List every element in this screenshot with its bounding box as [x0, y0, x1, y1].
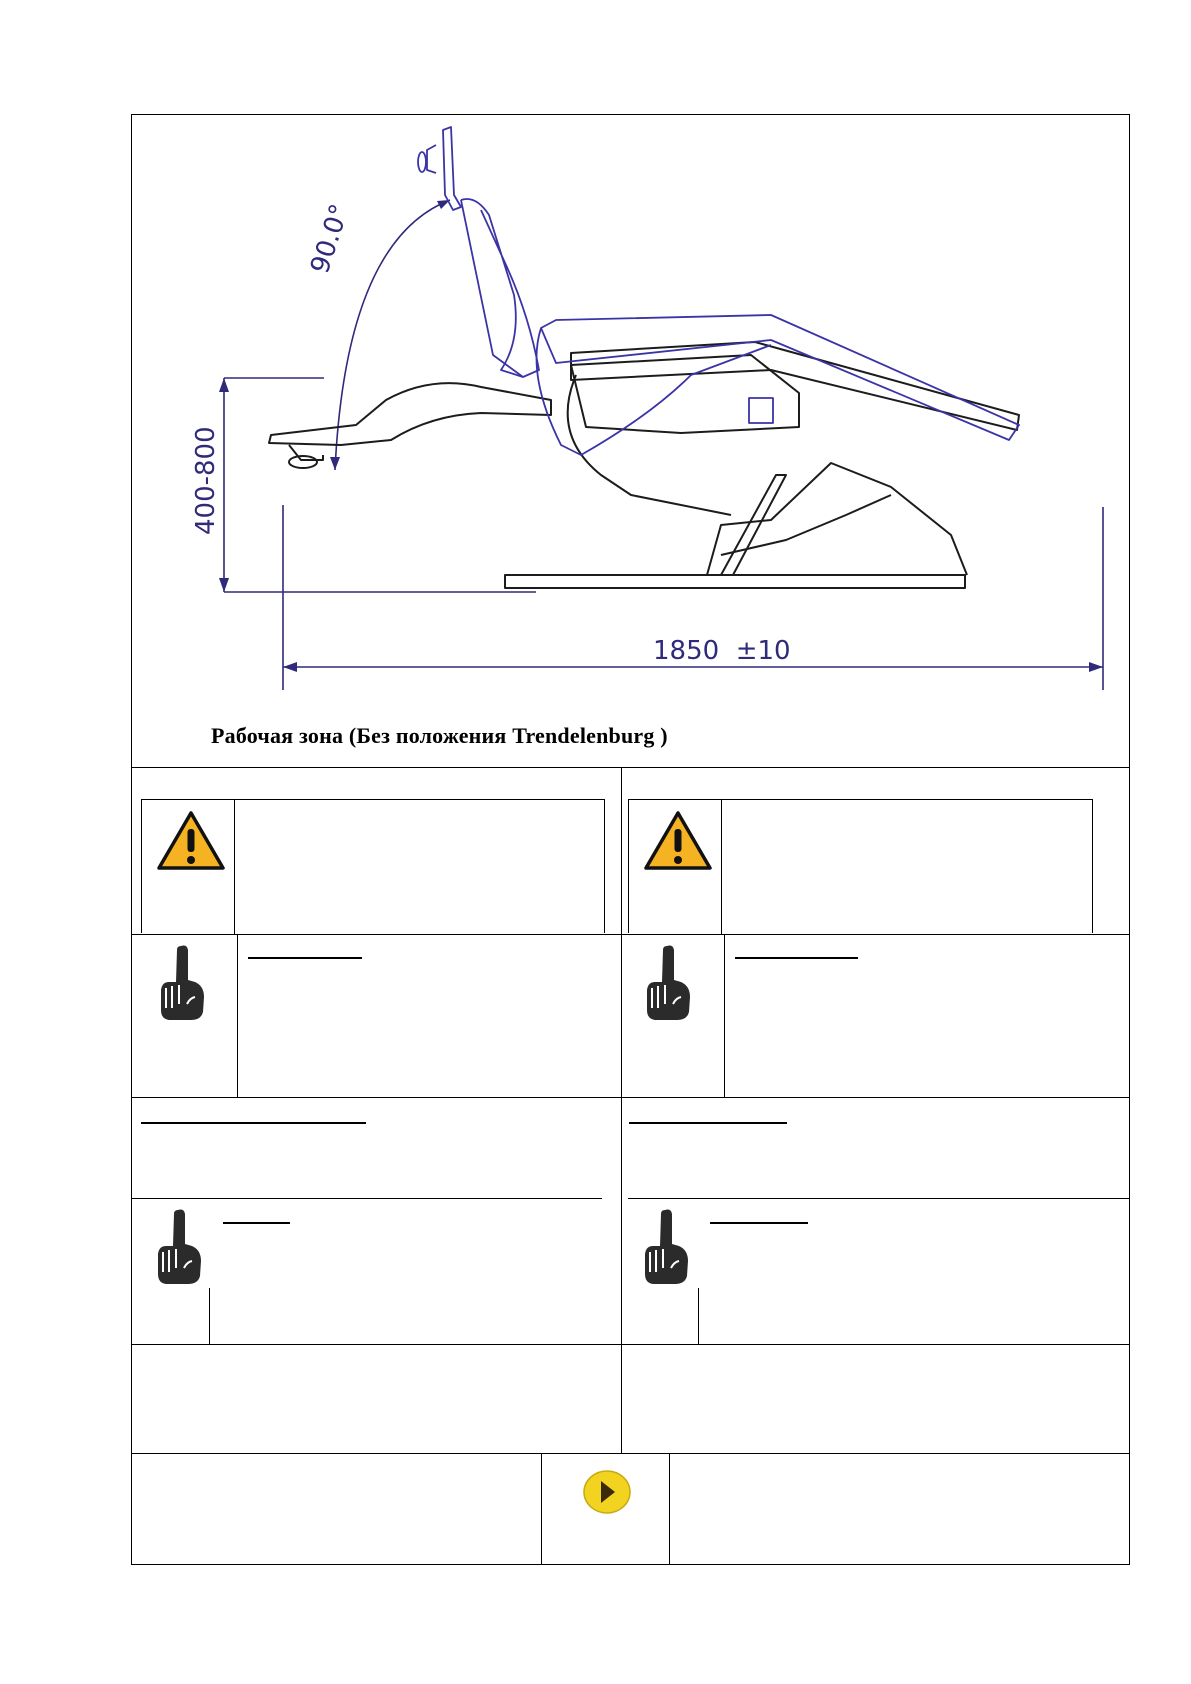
note-heading-underline-left: [248, 957, 362, 959]
row-divider-4b: [628, 1198, 708, 1199]
note2-left-divider: [209, 1288, 210, 1344]
row-divider-6: [131, 1453, 1130, 1454]
last-row-divider-2: [669, 1453, 670, 1564]
warning-box-left-divider: [234, 799, 235, 934]
pointing-hand-icon: [157, 942, 209, 1022]
note2-heading-underline-right: [710, 1222, 808, 1224]
section-heading-underline-right: [629, 1122, 787, 1124]
row-divider-5: [131, 1344, 1130, 1345]
center-divider-1: [621, 767, 622, 934]
note2-heading-underline-left: [223, 1222, 290, 1224]
row-divider-1: [131, 767, 1130, 768]
row-divider-4d: [212, 1198, 602, 1199]
play-arrow-icon: [582, 1469, 632, 1515]
row-divider-4c: [705, 1198, 1130, 1199]
center-divider-2: [621, 934, 622, 1344]
pointing-hand-icon: [643, 942, 695, 1022]
height-label: 400-800: [191, 426, 221, 535]
note-right-divider: [724, 934, 725, 1097]
center-divider-3: [621, 1344, 622, 1453]
note-heading-underline-right: [735, 957, 858, 959]
warning-box-right-divider: [721, 799, 722, 934]
section-heading-underline-left: [141, 1122, 366, 1124]
figure-caption: Рабочая зона (Без положения Trendelenburg ): [211, 723, 668, 748]
row-divider-2: [131, 934, 1130, 935]
next-button[interactable]: [582, 1469, 632, 1515]
warning-triangle-icon: [643, 810, 713, 872]
angle-label: 90.0°: [305, 200, 356, 278]
note-left-divider: [237, 934, 238, 1097]
last-row-divider-1: [541, 1453, 542, 1564]
pointing-hand-icon: [154, 1206, 206, 1286]
chair-dimension-drawing: [131, 115, 1129, 715]
length-label: 1850 ±10: [653, 636, 791, 666]
note2-right-divider: [698, 1288, 699, 1344]
frame-right: [1129, 114, 1130, 1565]
frame-bottom: [131, 1564, 1130, 1565]
warning-triangle-icon: [156, 810, 226, 872]
pointing-hand-icon: [641, 1206, 693, 1286]
row-divider-3: [131, 1097, 1130, 1098]
